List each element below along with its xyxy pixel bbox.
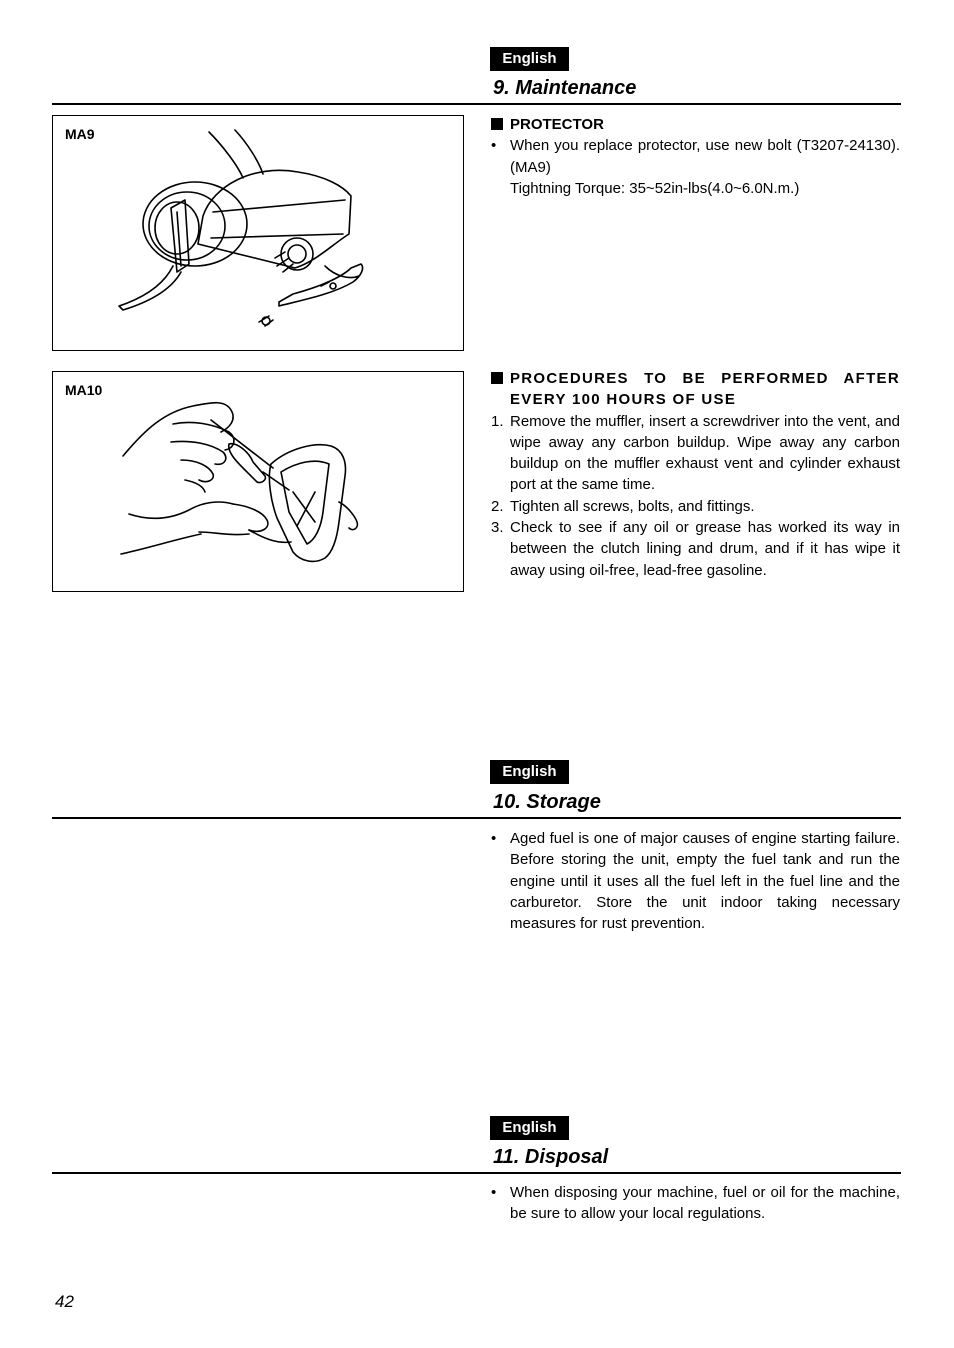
list-item bbox=[491, 828, 900, 934]
item-text: When disposing your machine, fuel or oil for the machine, be sure to allow your local regulations. bbox=[510, 1184, 900, 1223]
page-number: 42 bbox=[55, 1292, 74, 1311]
item-text: Tighten all screws, bolts, and fittings. bbox=[510, 497, 755, 515]
procedures-block bbox=[491, 368, 900, 581]
list-item bbox=[491, 1182, 900, 1225]
language-tag: English bbox=[490, 760, 569, 784]
item-text: Remove the muffler, insert a screwdriver into the vent, and wipe away any carbon buildup. Wipe away any carbon buildup on the muffler exhaust vent and cylinder exhaust port at the same time. bbox=[510, 412, 900, 494]
list-item bbox=[491, 411, 900, 496]
section-divider bbox=[52, 1172, 901, 1174]
section-divider bbox=[52, 817, 901, 819]
disposal-block bbox=[491, 1182, 900, 1225]
language-tag: English bbox=[490, 1116, 569, 1140]
figure-label: MA9 bbox=[65, 126, 95, 142]
heading-text: PROTECTOR bbox=[510, 116, 604, 133]
heading-text: PROCEDURES TO BE PERFORMED AFTER EVERY 100 HOURS OF USE bbox=[510, 370, 900, 409]
number-marker: 1. bbox=[491, 412, 504, 430]
figure-ma9 bbox=[52, 115, 464, 351]
torque-spec: Tightning Torque: 35~52in-lbs(4.0~6.0N.m.) bbox=[510, 179, 800, 197]
bullet-marker: • bbox=[491, 830, 497, 847]
bullet-marker: • bbox=[491, 137, 497, 155]
item-text: Aged fuel is one of major causes of engine starting failure. Before storing the unit, empty the fuel tank and run the engine until it uses all the fuel left in the fuel line and the carburetor. Store the unit indoor taking necessary measures for rust prevention. bbox=[510, 830, 900, 933]
number-marker: 3. bbox=[491, 519, 504, 537]
figure-ma10 bbox=[52, 371, 464, 592]
muffler-screwdriver-icon bbox=[53, 372, 463, 591]
language-tag: English bbox=[490, 47, 569, 71]
list-item bbox=[491, 135, 900, 199]
figure-label: MA10 bbox=[65, 382, 103, 398]
item-text: When you replace protector, use new bolt (T3207-24130). (MA9) bbox=[510, 137, 900, 176]
section-title-maintenance: 9. Maintenance bbox=[493, 77, 637, 99]
list-item bbox=[491, 517, 900, 581]
edger-protector-icon bbox=[53, 116, 463, 350]
procedures-heading bbox=[491, 368, 900, 411]
protector-block bbox=[491, 114, 900, 199]
section-title-disposal: 11. Disposal bbox=[493, 1146, 609, 1168]
square-bullet-icon bbox=[491, 118, 503, 130]
number-marker: 2. bbox=[491, 497, 504, 515]
storage-block bbox=[491, 828, 900, 934]
protector-heading bbox=[491, 114, 900, 135]
section-title-storage: 10. Storage bbox=[493, 791, 601, 813]
item-text: Check to see if any oil or grease has worked its way in between the clutch lining and drum, and if it has wipe it away using oil-free, lead-free gasoline. bbox=[510, 519, 900, 579]
square-bullet-icon bbox=[491, 372, 503, 384]
bullet-marker: • bbox=[491, 1184, 497, 1201]
section-divider bbox=[52, 103, 901, 105]
list-item bbox=[491, 496, 900, 517]
